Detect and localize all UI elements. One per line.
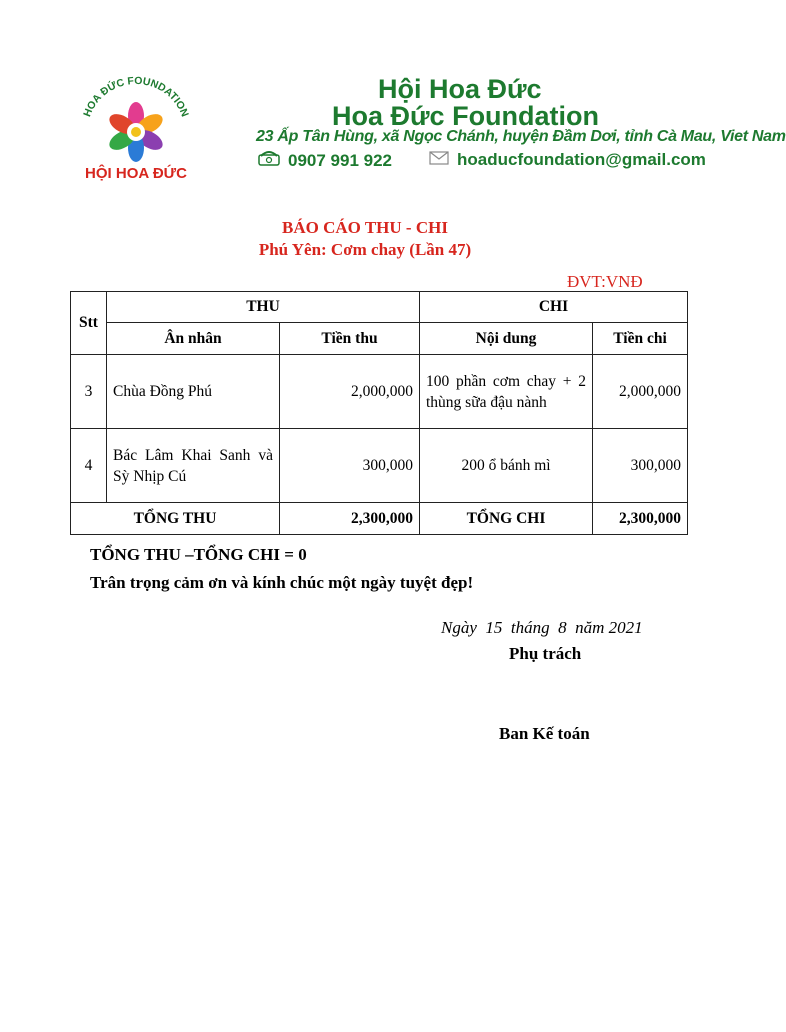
- currency-unit: ĐVT:VNĐ: [567, 272, 643, 291]
- logo-bottom-text: HỘI HOA ĐỨC: [85, 165, 187, 182]
- row-donor: Bác Lâm Khai Sanh và Sỳ Nhịp Cú: [107, 429, 280, 503]
- row-donor: Chùa Đồng Phú: [107, 355, 280, 429]
- header-expense: Tiền chi: [593, 323, 688, 355]
- table-row: [71, 429, 688, 503]
- phone-contact: [258, 150, 392, 171]
- responsible-label: Phụ trách: [509, 644, 582, 663]
- row-income: 300,000: [280, 429, 420, 503]
- header-thu: THU: [107, 292, 420, 323]
- row-income: 2,000,000: [280, 355, 420, 429]
- foundation-logo: [74, 74, 198, 188]
- header-income: Tiền thu: [280, 323, 420, 355]
- row-content: 100 phần cơm chay + 2 thùng sữa đậu nành: [420, 355, 593, 429]
- org-name-en: Hoa Đức Foundation: [332, 101, 600, 131]
- income-expense-table: [70, 291, 688, 535]
- header-stt: Stt: [71, 292, 107, 355]
- thanks-note: Trân trọng cảm ơn và kính chúc một ngày tuyệt đẹp!: [90, 573, 474, 592]
- mail-icon: [429, 150, 449, 170]
- org-name-vi: Hội Hoa Đức: [378, 74, 542, 104]
- row-stt: 4: [71, 429, 107, 503]
- table-row: [71, 355, 688, 429]
- header-content: Nội dung: [420, 323, 593, 355]
- phone-icon: [258, 150, 280, 171]
- total-income-label: TỔNG THU: [71, 503, 280, 535]
- row-expense: 2,000,000: [593, 355, 688, 429]
- report-title: BÁO CÁO THU - CHI: [282, 218, 448, 237]
- phone-number: 0907 991 922: [288, 150, 392, 170]
- org-address: 23 Ấp Tân Hùng, xã Ngọc Chánh, huyện Đầm Dơi, tỉnh Cà Mau, Viet Nam: [256, 128, 786, 145]
- total-expense-label: TỔNG CHI: [420, 503, 593, 535]
- header-chi: CHI: [420, 292, 688, 323]
- row-expense: 300,000: [593, 429, 688, 503]
- email-contact: [429, 150, 706, 170]
- report-date: Ngày 15 tháng 8 năm 2021: [441, 618, 643, 637]
- row-stt: 3: [71, 355, 107, 429]
- totals-row: [71, 503, 688, 535]
- email-address: hoaducfoundation@gmail.com: [457, 150, 706, 169]
- balance-summary: TỔNG THU –TỔNG CHI = 0: [90, 545, 307, 564]
- signer-name: Ban Kế toán: [499, 724, 590, 743]
- report-subtitle: Phú Yên: Cơm chay (Lần 47): [258, 240, 472, 259]
- header-donor: Ân nhân: [107, 323, 280, 355]
- total-expense-value: 2,300,000: [593, 503, 688, 535]
- row-content: 200 ổ bánh mì: [420, 429, 593, 503]
- logo-top-text: HOA ĐỨC FOUNDATION: [81, 74, 191, 119]
- total-income-value: 2,300,000: [280, 503, 420, 535]
